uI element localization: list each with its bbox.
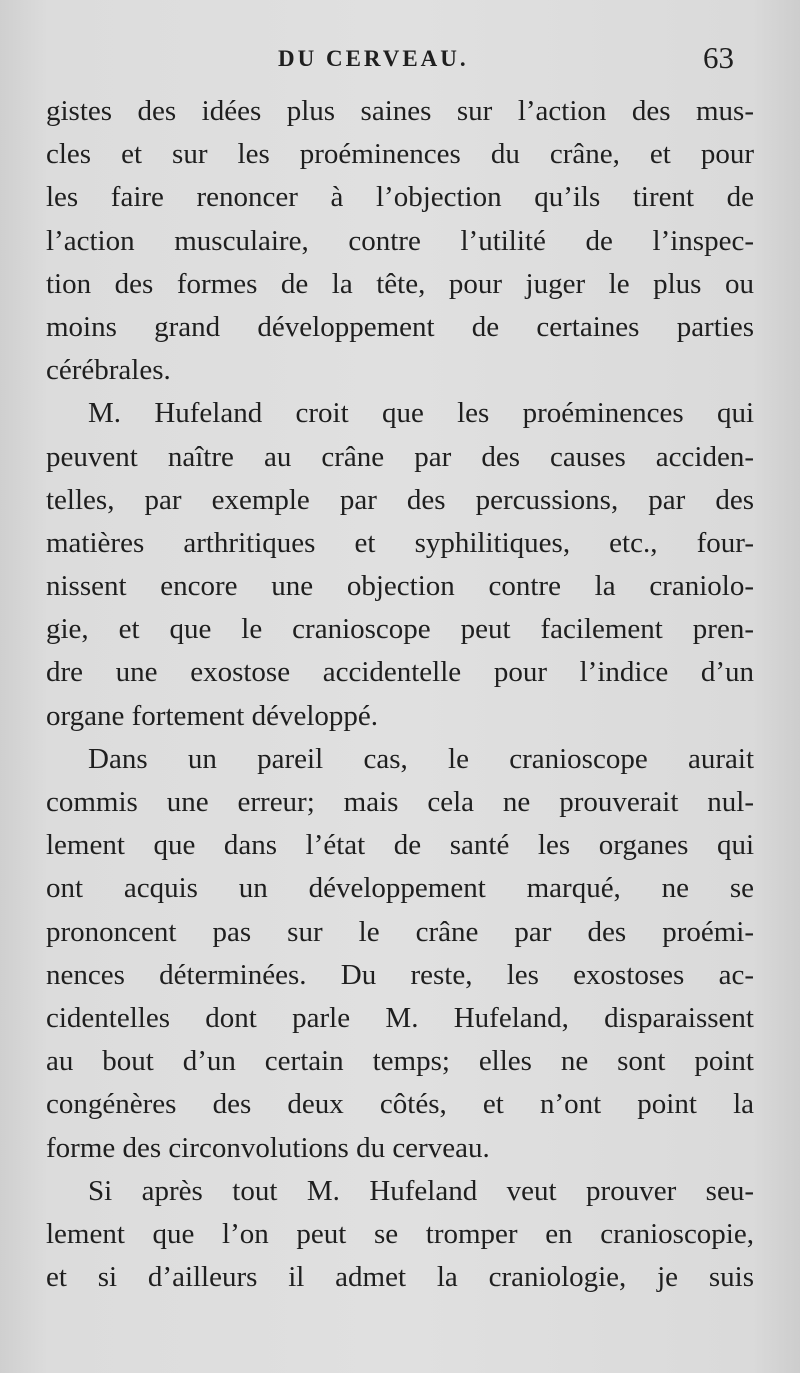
- text-line: gie, et que le cranioscope peut facilement pren-: [46, 613, 754, 646]
- text-line: nissent encore une objection contre la craniolo-: [46, 570, 754, 603]
- paragraph-1: [46, 90, 754, 392]
- text-line: les faire renoncer à l’objection qu’ils tirent de: [46, 181, 754, 214]
- text-line: prononcent pas sur le crâne par des proémi-: [46, 915, 754, 948]
- text-line: Si après tout M. Hufeland veut prouver seu-: [88, 1174, 754, 1207]
- text-line: cérébrales.: [46, 354, 171, 387]
- text-line: lement que l’on peut se tromper en cranioscopie,: [46, 1217, 754, 1250]
- text-line: organe fortement développé.: [46, 699, 379, 732]
- text-line: et si d’ailleurs il admet la craniologie, je suis: [46, 1261, 754, 1294]
- text-line: matières arthritiques et syphilitiques, etc., four-: [46, 526, 754, 559]
- running-head: DU CERVEAU.: [278, 46, 469, 71]
- text-line: forme des circonvolutions du cerveau.: [46, 1131, 490, 1164]
- text-line: nences déterminées. Du reste, les exostoses ac-: [46, 958, 754, 991]
- text-line: congénères des deux côtés, et n’ont point la: [46, 1088, 754, 1121]
- paragraph-2: [46, 392, 754, 738]
- text-line: gistes des idées plus saines sur l’action des mus-: [46, 95, 754, 127]
- text-line: lement que dans l’état de santé les organes qui: [46, 829, 754, 862]
- text-line: au bout d’un certain temps; elles ne sont point: [46, 1045, 754, 1078]
- text-line: M. Hufeland croit que les proéminences qui: [88, 397, 754, 430]
- text-line: telles, par exemple par des percussions, par des: [46, 483, 754, 516]
- page-number: 63: [703, 40, 734, 75]
- text-line: tion des formes de la tête, pour juger le plus ou: [46, 267, 754, 300]
- paragraph-3: [46, 738, 754, 1170]
- text-line: commis une erreur; mais cela ne prouverait nul-: [46, 786, 754, 818]
- body-text: [46, 90, 754, 1299]
- text-line: dre une exostose accidentelle pour l’indice d’un: [46, 656, 754, 689]
- text-line: cles et sur les proéminences du crâne, et pour: [46, 138, 754, 171]
- page-header: [0, 40, 800, 80]
- text-line: cidentelles dont parle M. Hufeland, disparaissent: [46, 1001, 754, 1034]
- text-line: Dans un pareil cas, le cranioscope aurait: [88, 742, 754, 775]
- text-line: peuvent naître au crâne par des causes acciden-: [46, 440, 754, 473]
- paragraph-4: [46, 1170, 754, 1300]
- text-line: moins grand développement de certaines parties: [46, 310, 754, 343]
- text-line: l’action musculaire, contre l’utilité de l’inspec-: [46, 224, 754, 257]
- text-line: ont acquis un développement marqué, ne se: [46, 872, 754, 905]
